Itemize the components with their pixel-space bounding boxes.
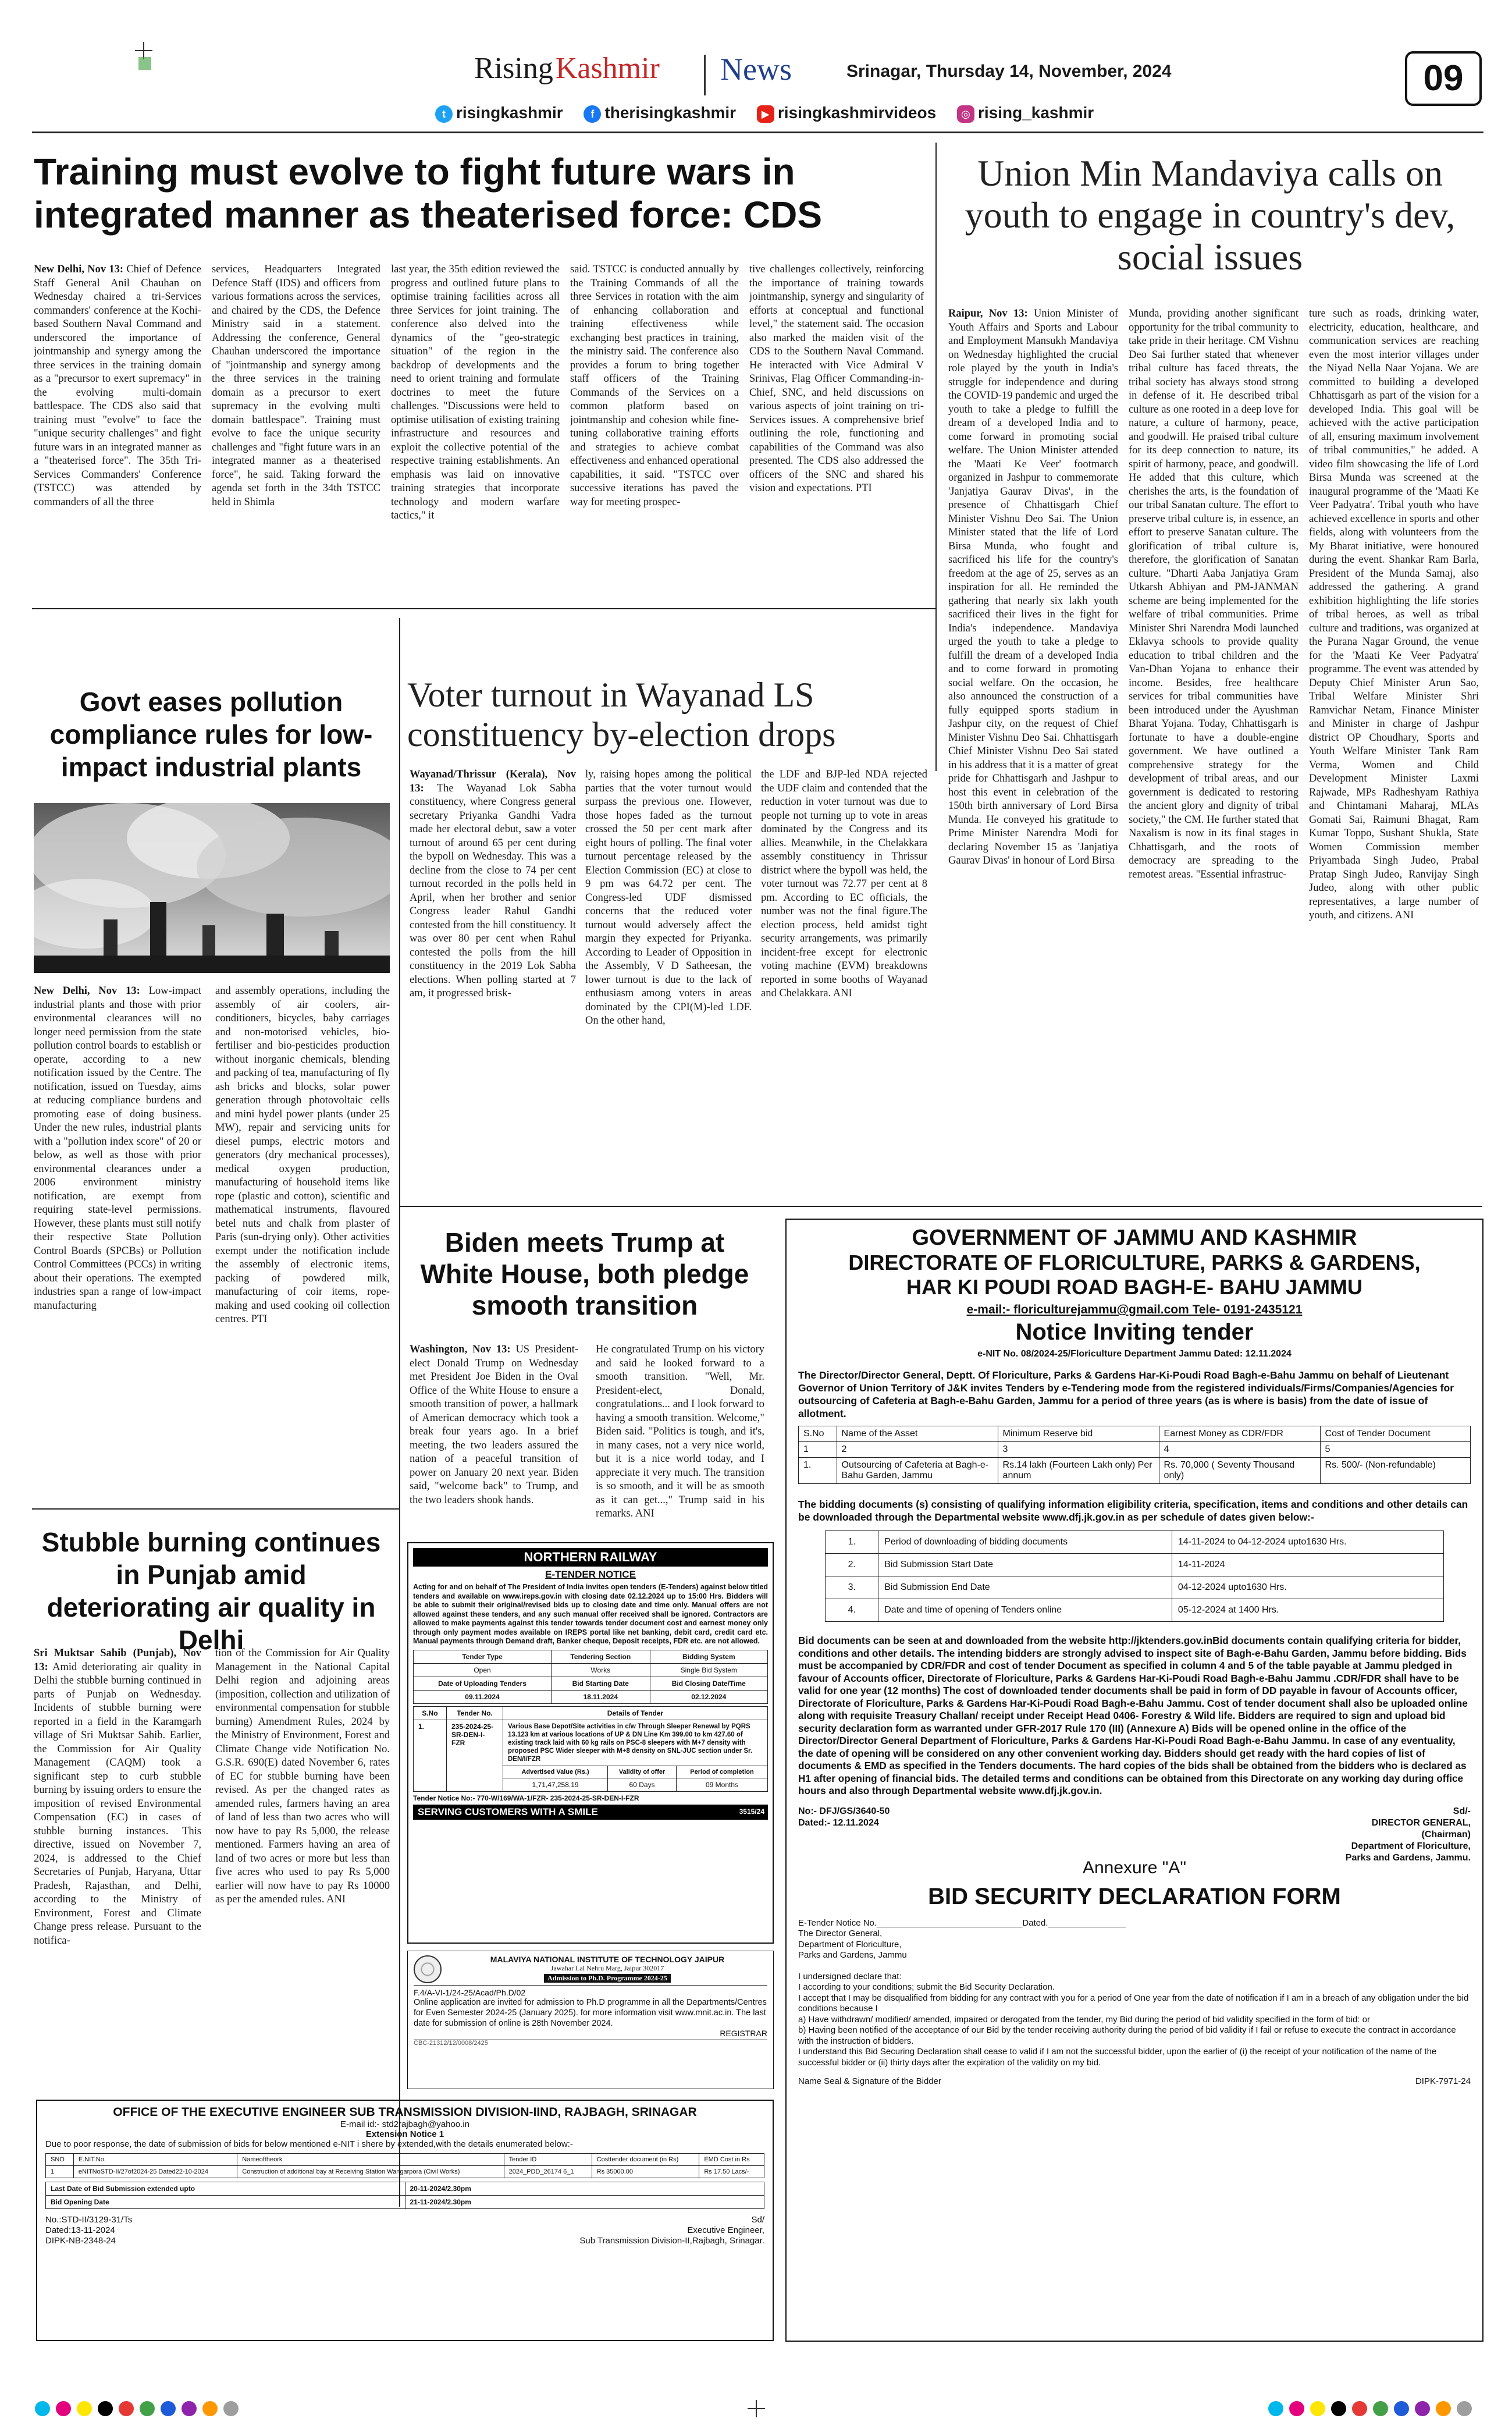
jk-bsd-line-3: Department of Floriculture, [798,1939,902,1949]
rly-v4: 09.11.2024 [414,1690,552,1703]
rly-h2: Tendering Section [552,1650,650,1663]
jk-nit: e-NIT No. 08/2024-25/Floriculture Department Jammu Dated: 12.11.2024 [977,1349,1292,1359]
exec-h5: Costtender document (in Rs) [592,2154,699,2166]
exec-email: E-mail id:- std2rajbagh@yahoo.in [340,2119,469,2129]
social-handle-instagram[interactable]: rising_kashmir [977,104,1094,122]
exec-c3: Construction of additional bay at Receiving Station Wangarpora (Civil Works) [237,2166,504,2178]
rly-sno: 1. [414,1720,447,1791]
wayanad-col-2 [585,768,752,1199]
rly-vv1: 1,71,47,258.19 [503,1778,608,1791]
exec-d1-value: 20-11-2024/2.30pm [405,2182,764,2196]
jk-annexure: Annexure "A" [1082,1858,1187,1877]
biden-headline: Biden meets Trump at White House, both pledge smooth transition [420,1227,749,1320]
registration-swatch [140,2401,155,2416]
biden-dateline: Washington, Nov 13: [410,1344,511,1355]
rly-vh3: Period of completion [677,1766,768,1778]
rly-h4: Date of Uploading Tenders [414,1677,552,1690]
jk-schedule-table [825,1530,1444,1622]
jk-s3-value: 04-12-2024 upto1630 Hrs. [1172,1576,1443,1599]
table-row [826,1576,1444,1599]
jk-s4-label: Date and time of opening of Tenders online [878,1599,1172,1622]
cds-col-2 [212,263,380,595]
jk-s1-value: 14-11-2024 to 04-12-2024 upto1630 Hrs. [1172,1531,1443,1554]
exec-c5: Rs 35000.00 [592,2166,699,2178]
registration-swatch [1394,2401,1409,2416]
jk-title-2: DIRECTORATE OF FLORICULTURE, PARKS & GARDENS, [848,1251,1421,1274]
stubble-top-rule [32,1508,400,1510]
mnit-logo-icon [414,1955,442,1983]
stubble-text-1: Amid deteriorating air quality in Delhi the stubble burning continued in parts of Punjab on Wednesday. Incidents of stubble burning were reported in a field in the Karamgarh village of Sri Muktsar Sahib. Earlier, the Commission for Air Quality Management (CAQM) took a significant step to curb stubble burning by issuing orders to ensure the imposition of revised Environmental Compensation (EC) in cases of stubble burning instances. This directive, issued on November 7, 2024, is addressed to the Chief Secretaries of Punjab, Haryana, Uttar Pradesh, Rajasthan, and Delhi, according to the Ministry of Environment, Forest and Climate Change press release. Pursuant to the notifica- [34,1661,201,1947]
railway-slogan-bar [413,1805,768,1820]
stubble-col-1 [34,1647,201,2083]
mandaviya-dateline: Raipur, Nov 13: [948,308,1028,319]
instagram-icon: ◎ [957,105,974,123]
wayanad-headline: Voter turnout in Wayanad LS constituency by-election drops [407,676,836,754]
mnit-signoff: REGISTRAR [720,2029,767,2038]
jk-t1-c3: Rs.14 lakh (Fourteen Lakh only) Per annum [998,1458,1159,1484]
color-bar-top [138,57,151,70]
exec-engineer-ad [36,2100,774,2341]
table-row [826,1554,1444,1576]
registration-swatch [161,2401,176,2416]
registration-swatch [35,2401,50,2416]
biden-text-1: US President-elect Donald Trump on Wednesday met President Joe Biden in the Oval Office of the White House to ensure a smooth transition of power, a hallmark of American democracy which took a break four years ago. In a brief meeting, the two leaders assured the nation of a peaceful transition of power on January 20 next year. Biden said, "welcome back" to Trump, and the two leaders shook hands. [410,1344,578,1506]
rly-h5: Bid Starting Date [552,1677,650,1690]
rly-h6: Bid Closing Date/Time [650,1677,767,1690]
rly-vh1: Advertised Value (Rs.) [503,1766,608,1778]
jk-t1-h5: Cost of Tender Document [1320,1426,1470,1442]
jk-bsd-title: BID SECURITY DECLARATION FORM [928,1883,1341,1909]
dateline-header: Srinagar, Thursday 14, November, 2024 [846,62,1172,81]
mandaviya-text-2: Munda, providing another significant opportunity for the tribal community to take pride in their heritage. CM Vishnu Deo Sai further stated that whenever tribal culture has faced threats, the tribal society has always stood strong in defense of it. He described tribal culture as one rooted in a deep love for nature, a culture of harmony, peace, and goodwill. He praised tribal culture for its deep connection to nature, its spirit of harmony, peace, and goodwill. He added that this culture, which cherishes the arts, is the foundation of our tribal Sanatan culture. The effort to preserve tribal culture is, in essence, an effort to preserve Sanatan culture. The glorification of tribal culture is, therefore, the glorification of Sanatan culture. "Dharti Aaba Janjatiya Gram Utkarsh Abhiyan and PM-JANMAN scheme are being implemented for the welfare of tribal communities. Prime Minister Shri Narendra Modi launched Eklavya schools to provide quality education to tribal children and the Van-Dhan Yojana to enhance their income. Besides, free healthcare services for tribal communities have been introduced under the Ayushman Bharat Yojana. Today, Chhattisgarh is fortunate to have a double-engine government. We have outlined a comprehensive strategy for the development of tribal areas, and our government is dedicated to restoring the ancient glory and dignity of tribal society," the CM. He further stated that Naxalism is now in its final stages in Chhattisgarh, and the roots of democracy are spreading to the remotest areas. "Essential infrastruc- [1129,308,1298,880]
registration-swatch [1289,2401,1304,2416]
jk-bsd-line-5 [798,1961,1471,1972]
mandaviya-text-1: Union Minister of Youth Affairs and Sports and Labour and Employment Mansukh Mandaviya on Wednesday highlighted the crucial role played by the youth in India's struggle for independence and during the COVID-19 pandemic and urged the youth to take a pledge to fulfill the dream of a developed India and to come forward in promoting social welfare. The Union Minister attended the 'Maati Ke Veer' footmarch organized in Jashpur to commemorate 'Janjatiya Gaurav Divas', in the presence of Chhattisgarh Chief Minister Vishnu Deo Sai. The Union Minister stated that the life of Lord Birsa Munda, who fought and sacrificed his life for the country's freedom at the age of 25, serves as an inspiration for all. He reminded the gathering that nearly six lakh youth sacrificed their lives in the fight for India's independence. Mandaviya urged the youth to take a pledge to fulfill the dream of a developed India and to come forward in promoting social welfare. On the occasion, he also announced the construction of a fully equipped sports stadium in Jashpur city, on the request of Chief Minister Vishnu Deo Sai. Chhattisgarh Chief Minister Vishnu Deo Sai stated in his address that it is a matter of great pride for Chhattisgarh and Jashpur to host this event in celebration of the 150th birth anniversary of Lord Birsa Munda. He conveyed his gratitude to Prime Minister Narendra Modi for declaring November 15 as 'Janjatiya Gaurav Divas' in honour of Lord Birsa [948,308,1118,867]
cds-text-2: services, Headquarters Integrated Defence Staff (IDS) and officers from various formations across the services, and chaired by the CDS, the Defence Ministry said in a statement. Addressing the conference, General Chauhan underscored the importance of "jointmanship and synergy among the three services in the training domain as a precursor to exert supremacy in the evolving multi domain battlespace". Training must evolve to face the unique security challenges and "fight future wars in an integrated manner as a theaterised force", he said. Taking forward the agenda set forth in the 34th TSTCC held in Shimla [212,264,380,508]
social-handle-youtube[interactable]: risingkashmirvideos [777,104,937,122]
jk-t1-h2: Name of the Asset [837,1426,998,1442]
rly-vv3: 09 Months [677,1778,768,1791]
page-number: 09 [1423,58,1464,98]
stubble-dateline: Sri Muktsar Sahib (Punjab), Nov 13: [34,1647,201,1673]
wayanad-text-3: the LDF and BJP-led NDA rejected the UDF claim and contended that the reduction in voter turnout was due to people not turning up to vote in areas dominated by the Congress and its allies. Meanwhile, in the Chelakkara assembly constituency in Thrissur district where the bypoll was held, the voter turnout was 72.77 per cent at 8 pm. According to EC officials, the number was not the final figure.The election process, held amidst tight security arrangements, was primarily incident-free except for electronic voting machine (EVM) breakdowns reported in some booths of Wayanad and Chelakkara. ANI [761,769,927,999]
exec-h2: E.NIT.No. [73,2154,237,2166]
cds-right-rule [935,143,937,771]
jk-contact: e-mail:- floriculturejammu@gmail.com Tele- 0191-2435121 [966,1303,1303,1316]
jk-s4-value: 05-12-2024 at 1400 Hrs. [1172,1599,1443,1622]
exec-ref-3: DIPK-NB-2348-24 [45,2236,116,2246]
jk-s1-label: Period of downloading of bidding documents [878,1531,1172,1554]
jk-t1-n3: 3 [998,1442,1159,1458]
jk-title-3: HAR KI POUDI ROAD BAGH-E- BAHU JAMMU [906,1275,1362,1299]
cds-text-4: said. TSTCC is conducted annually by the Training Commands of all the three Services in rotation with the aim of enhancing collaboration and training effectiveness while exchanging best practices in training, the ministry said. The conference also provides a forum to bring together staff officers of the Training Commands of the Services on a common platform based on jointmanship and cohesion while fine-tuning collaborative training efforts and strategies to achieve combat effectiveness and enhanced operational capabilities, it said. "TSTCC over successive iterations has paved the way for meeting prospec- [570,264,739,508]
mnit-title: MALAVIYA NATIONAL INSTITUTE OF TECHNOLOGY JAIPUR [490,1955,725,1964]
jk-t1-n4: 4 [1159,1442,1320,1458]
exec-c4: 2024_PDD_26174 6_1 [504,2166,592,2178]
registration-swatch [1373,2401,1388,2416]
masthead [474,51,660,104]
table-row [826,1599,1444,1622]
railway-subtitle: E-TENDER NOTICE [545,1569,636,1580]
social-bar [435,104,1094,123]
stubble-headline: Stubble burning continues in Punjab amid deteriorating air quality in Delhi [41,1527,381,1655]
railway-notice-no: Tender Notice No:- 770-W/169/WA-1/FZR- 235-2024-25-SR-DEN-I-FZR [413,1794,639,1802]
pollution-headline: Govt eases pollution compliance rules for low-impact industrial plants [49,687,373,782]
exec-d1-label: Last Date of Bid Submission extended upto [46,2182,405,2196]
registration-swatch [1331,2401,1346,2416]
exec-title: OFFICE OF THE EXECUTIVE ENGINEER SUB TRANSMISSION DIVISION-IIND, RAJBAGH, SRINAGAR [113,2105,697,2119]
rly-h3: Bidding System [650,1650,767,1663]
exec-table [45,2153,764,2178]
exec-h1: SNO [46,2154,74,2166]
jk-sign-1: Sd/- [1453,1806,1471,1816]
brand-rising: Rising [474,52,553,85]
wayanad-col-3 [761,768,927,1199]
biden-text-2: He congratulated Trump on his victory and said he looked forward to a smooth transition. "Well, Mr. President-elect, Donald, congratulations... and I look forward to having a smooth transition. Welcome," Biden said. "Politics is tough, and it's, in many cases, not a very nice world, but it is a nice world today, and I appreciate it very much. The transition is so smooth, and it will be as smooth as it can get...," Trump said in his remarks. ANI [596,1344,764,1519]
pollution-text-1: Low-impact industrial plants and those with prior environmental clearances will no longer need permission from the state pollution control boards to establish or operate, according to a new notification issued by the Centre. The notification, issued on Tuesday, aims at reducing compliance burdens and promoting ease of doing business. Under the new rules, industrial plants with a "pollution index score" of 20 or below, as well as those with prior environmental clearances under a 2006 environment ministry notification, are exempt from requiring state-level permissions. However, these plants must still notify their respective State Pollution Control Boards (SPCBs) or Pollution Control Committees (PCCs) in writing about their operations. The exempted industries span a range of low-impact manufacturing [34,985,201,1312]
registration-swatch [1310,2401,1325,2416]
rly-dh1: S.No [414,1706,447,1720]
registration-swatch [1268,2401,1283,2416]
exec-c1: 1 [46,2166,74,2178]
jk-t1-n1: 1 [799,1442,837,1458]
jk-s2-value: 14-11-2024 [1172,1554,1443,1576]
registration-swatch [1457,2401,1472,2416]
cds-headline: Training must evolve to fight future wars in integrated manner as theaterised force: CDS [34,151,823,236]
rly-details: Various Base Depot/Site activities in c/w Through Sleeper Renewal by PQRS 13.123 km at various locations of UP & DN Line Km 399.00 to km 427.60 of existing track laid with 60 kg rails on PSC-8 sleepers with M+7 density with proposed PSC Wider sleeper with M+8 density on SNL-JUC section under Sr. DEN/I/FZR [503,1720,768,1766]
wayanad-col-1 [410,768,576,1199]
mnit-ref: F.4/A-VI-1/24-25/Acad/Ph.D/02 [414,1988,526,1997]
table-row [46,2166,764,2178]
jk-s1-no: 1. [826,1531,878,1554]
rly-tender-no: 235-2024-25-SR-DEN-I-FZR [447,1720,503,1791]
rly-vh2: Validity of offer [608,1766,677,1778]
registration-swatch [1415,2401,1430,2416]
rly-v1: Open [414,1663,552,1677]
railway-table-2 [413,1706,768,1792]
railway-table-1 [413,1650,768,1704]
jk-notice-title: Notice Inviting tender [1015,1319,1254,1345]
exec-sign-2: Executive Engineer, [687,2225,764,2235]
exec-c2: eNITNoSTD-II/27of2024-25 Dated22-10-2024 [73,2166,237,2178]
registration-swatch [98,2401,113,2416]
mnit-body: Online application are invited for admission to Ph.D programme in all the Departments/Centres for Even Semester 2024-25 (January 2025). for more information visit www.mnit.ac.in. The last date for submission of online is 28th November 2024. [414,1998,767,2028]
jk-title-1: GOVERNMENT OF JAMMU AND KASHMIR [912,1226,1357,1250]
jk-t1-n5: 5 [1320,1442,1470,1458]
social-handle-twitter[interactable]: risingkashmir [456,104,563,122]
biden-col-1 [410,1343,578,1535]
pollution-col-1 [34,985,201,1491]
youtube-icon: ▶ [757,105,774,123]
jk-t1-n2: 2 [837,1442,998,1458]
jk-bsd-line-7: I according to your conditions; submit the Bid Security Declaration. [798,1982,1055,1992]
exec-sign-3: Sub Transmission Division-II,Rajbagh, Srinagar. [579,2236,764,2246]
cds-text-1: Chief of Defence Staff General Anil Chauhan on Wednesday chaired a tri-Services commanders' conference at the Kochi-based Southern Naval Command and underscored the importance of jointmanship and synergy among the three services in the training domain as a "precursor to exert supremacy" in the evolving multi-domain battlespace. The CDS also said that training must "evolve" to face the "unique security challenges" and fight future wars in an integrated manner as a "theaterised force". The 35th Tri-Services Commanders' Conference (TSTCC) was attended by commanders of all the three [34,264,201,508]
jk-sign-2: DIRECTOR GENERAL, [1371,1817,1471,1828]
registration-bar [35,2399,1478,2419]
exec-intro: Due to poor response, the date of submission of bids for below mentioned e-NIT i shere by extended,with the details enumerated below:- [45,2139,573,2149]
mandaviya-text-3: ture such as roads, drinking water, electricity, education, healthcare, and communication services are reaching even the most interior villages under the Niyad Nella Naar Yojana. We are committed to building a developed Chhattisgarh as part of the vision for a developed India. This goal will be achieved with the active participation of all, ensuring maximum involvement of tribal communities," he added. A video film showcasing the life of Lord Birsa Munda was screened at the inaugural programme of the 'Maati Ke Veer Padyatra'. Tribal youth who have achieved excellence in sports and other fields, along with volunteers from the My Bharat initiative, were honoured during the event. Shankar Ram Barla, President of the Munda Samaj, also addressed the gathering. A grand exhibition highlighting the life stories of tribal heroes, as well as tribal culture and traditions, was organized at the Purana Nagar Ground, the venue for the 'Maati Ke Veer Padyatra' programme. The event was attended by Deputy Chief Minister Arun Sao, Tribal Welfare Minister Shri Ramvichar Netam, Finance Minister and Minister in charge of Jashpur district OP Choudhary, Sports and Youth Welfare Minister Tank Ram Verma, Women and Child Development Minister Laxmi Rajwade, MPs Radheshyam Rathiya and Chintamani Maharaj, MLAs Gomati Sai, Raimuni Bhagat, Ram Kumar Toppo, Sushant Shukla, State Women Commission member Priyambada Singh Judeo, Prabal Pratap Singh Judeo, Ranvijay Singh Judeo, along with other public representatives, a large number of youth, and citizens. ANI [1309,308,1479,921]
registration-swatch [56,2401,71,2416]
railway-slogan: SERVING CUSTOMERS WITH A SMILE [418,1806,598,1817]
registration-swatch [119,2401,134,2416]
rly-h1: Tender Type [414,1650,552,1663]
jk-t1-c1: 1. [799,1458,837,1484]
stubble-text-2: tion of the Commission for Air Quality Management in the National Capital Delhi region and adjoining areas (imposition, collection and utilization of environmental compensation for stubble burning) Amendment Rules, 2024 by the Ministry of Environment, Forest and Climate Change vide Notification No. G.S.R. 690(E) dated November 6, rates of EC for stubble burning have been revised. As per the changed rates as amended rules, farmers having an area of land of less than two acres who will now have to pay Rs 5,000, the release mentioned. Farmers having an area of land of two acres or more but less than five acres who used to pay Rs 5,000 earlier will now have to pay Rs 10000 as per the amended rules. ANI [215,1647,390,1905]
jk-bsd-footer-left: Name Seal & Signature of the Bidder [798,2076,941,2086]
brand-kashmir: Kashmir [555,52,660,85]
table-row [799,1458,1471,1484]
cds-bottom-rule [32,608,935,609]
jk-t1-h3: Minimum Reserve bid [998,1426,1159,1442]
jk-bsd-line-1: E-Tender Notice No.______________________________Dated.________________ [798,1917,1126,1928]
exec-ref-2: Dated:13-11-2024 [45,2225,115,2235]
jk-bsd-line-4: Parks and Gardens, Jammu [798,1950,907,1960]
railway-body: Acting for and on behalf of The President of India invites open tenders (E-Tenders) against below titled tenders and available on www.ireps.gov.in with closing date 02.12.2024 up to 15:00 Hrs. Bidders will be able to submit their original/revised bids up to closing date and time only. Manual offers are not allowed against these tenders, and any such manual offer received shall be ignored. Contractors are allowed to make payments against this tender towards tender document cost and earnest money only through only payment modes available on IREPS portal like net banking, debit card, credit card etc. Manual payments through Demand draft, Banker cheque, Deposit receipts, FDR etc. are not allowed. [413,1583,768,1645]
jk-bsd-line-6: I undersigned declare that: [798,1971,902,1981]
jk-ref-2: Dated:- 12.11.2024 [798,1817,879,1828]
registration-swatches-right [1268,2401,1478,2416]
page-number-badge [1405,51,1482,106]
jk-para-2: The bidding documents (s) consisting of qualifying information eligibility criteria, specification, items and conditions and other details can be downloaded through the Departmental website www.dfj.jk.gov.in as per schedule of dates given below:- [798,1498,1468,1523]
jk-bsd-body [798,1918,1471,2069]
pollution-text-2: and assembly operations, including the assembly of air coolers, air-conditioners, bicycles, baby carriages and non-motorised vehicles, bio-fertiliser and bio-pesticides production without inorganic chemicals, blending and packing of tea, manufacturing of fly ash bricks and blocks, solar power generation through photovoltaic cells and mini hydel power plants (under 25 MW), repair and servicing units for diesel pumps, electric motors and generators (dry mechanical processes), medical oxygen production, manufacturing of household items like rope (plastic and cotton), scientific and mathematical instruments, flavoured betel nuts and chalk from plaster of Paris (sun-drying only). Other activities exempt under the notification include the assembly of electronic items, packing of powdered milk, manufacturing of coir items, rope-making and used cooking oil collection centres. PTI [215,985,390,1325]
exec-h3: Nameoftheork [237,2154,504,2166]
rly-vv2: 60 Days [608,1778,677,1791]
registration-swatch [202,2401,218,2416]
jk-sign-3: (Chairman) [1421,1829,1471,1839]
registration-swatch [77,2401,92,2416]
jk-ref-1: No:- DFJ/GS/3640-50 [798,1806,890,1816]
facebook-icon: f [584,105,601,123]
jk-s2-no: 2. [826,1554,878,1576]
table-row [826,1531,1444,1554]
exec-h6: EMD Cost in Rs [699,2154,764,2166]
jk-bsd-footer-right: DIPK-7971-24 [1415,2076,1471,2086]
jk-intro: The Director/Director General, Deptt. Of Floriculture, Parks & Gardens Har-Ki-Poudi Road Bagh-e-Bahu Jammu on behalf of Lieutenant Governor of Union Territory of J&K invites Tenders by e-Tendering mode from the registered individuals/Firms/Companies/Agencies for outsourcing of Cafeteria at Bagh-e-Bahu Garden, Jammu for a period of three years (as is where is basis) from the date of issue of allotment. [798,1369,1454,1419]
masthead-divider [704,55,706,95]
railway-title: NORTHERN RAILWAY [413,1548,768,1567]
registration-cross-icon [748,2400,765,2417]
jk-t1-c4: Rs. 70,000 ( Seventy Thousand only) [1159,1458,1320,1484]
jk-s3-label: Bid Submission End Date [878,1576,1172,1599]
chimney-smoke-illustration [34,803,390,973]
cds-col-4 [570,263,739,595]
twitter-icon: t [435,105,453,123]
registration-swatches-left [35,2401,244,2416]
cds-col-1 [34,263,201,595]
jk-bsd-line-10: b) Having been notified of the acceptance of our Bid by the tender receiving authority during the period of bid validity if I fail or refuse to execute the contract in accordance with the instruction of bidders. [798,2025,1456,2046]
mandaviya-headline: Union Min Mandaviya calls on youth to engage in country's dev, social issues [965,152,1456,278]
mnit-code: CBC-21312/12/0008/2425 [414,2039,767,2047]
wayanad-dateline: Wayanad/Thrissur (Kerala), Nov 13: [410,769,576,794]
cds-dateline: New Delhi, Nov 13: [34,264,124,275]
rly-dh2: Tender No. [447,1706,503,1720]
jk-s2-label: Bid Submission Start Date [878,1554,1172,1576]
mnit-ad [407,1951,774,2089]
registration-swatch [182,2401,197,2416]
jk-asset-table [798,1426,1471,1484]
railway-code: 3515/24 [739,1807,764,1816]
jk-bsd-line-8: I accept that I may be disqualified from bidding for any contract with you for a period of One year from the date of notification if I am in a breach of any obligation under the bid conditions because I [798,1993,1469,2013]
wayanad-text-1: The Wayanad Lok Sabha constituency, where Congress general secretary Priyanka Gandhi Vadra made her electoral debut, saw a voter turnout of around 65 per cent during the bypoll on Wednesday. This was a decline from the close to 74 per cent turnout recorded in the polls held in April, when her brother and senior Congress leader Rahul Gandhi contested from the hill constituency. It was over 80 per cent when Rahul contested the polls from the hill constituency in the 2019 Lok Sabha elections. When polling started at 7 am, it progressed brisk- [410,782,576,999]
section-title: News [720,52,792,87]
jk-bsd-line-2: The Director General, [798,1929,883,1938]
jk-para-3: Bid documents can be seen at and downloaded from the website http://jktenders.gov.inBid documents contain qualifying criteria for bidder, conditions and other details. The intending bidders are strongly advised to inspect site of Bagh-e-Bahu Garden, Jammu before bidding. Bids must be accompanied by CDR/FDR and cost of tender Document as specified in column 4 and 5 of the table payable at Jammu pledged in favour of Accounts officer, Directorate of Floriculture, Parks & Gardens Har-Ki-Poudi Road Bagh-e-Bahu Jammu .CDR/FDR shall have to be valid for one year (12 months) The cost of downloaded tender documents shall be paid in form of DD payable in favour of Accounts officer, Directorate of Floriculture, Parks & Gardens Har-Ki-Poudi Road Bagh-e-Bahu Jammu. Cost of tender document shall also be uploaded online along with requisite Treasury Challan/ receipt under Receipt Head 0406- Forestry & Wild life. Bidders are required to sign and upload bid security declaration form as warranted under GFR-2017 Rule 170 (III) (Annexure A) Bids will be opened online in the office of the Director/Director General Department of Floriculture, Parks & Gardens Har-Ki-Poudi Road Bagh-e-Bahu Jammu. In case of any eventuality, the date of opening will be considered on any other convenient working day. Bidders should get ready with the hard copies of list of documents & EMD as specified in the Tenders documents. The hard copies of the bids shall be obtained from the bidders who is declared as H1 after opening of financial bids. The detailed terms and conditions can be obtained from this Directorate on any working day during office hours and also through Departmental website www.dfj.jk.gov.in. [798,1635,1468,1796]
registration-swatch [1352,2401,1367,2416]
cds-text-3: last year, the 35th edition reviewed the progress and outlined future plans to optimise training facilities across all three Services for joint training. The conference also delved into the dynamics of the "geo-strategic situation" of the region in the backdrop of developments and the need to orient training and formulate doctrines to meet the future challenges. "Discussions were held to optimise utilisation of existing training infrastructure and resources and exploit the collective potential of the respective training establishments. An emphasis was laid on innovative training strategies that incorporate technology and modern warfare tactics," it [391,264,560,521]
jk-bsd-line-11: I understand this Bid Securing Declaration shall cease to valid if I am not the successful bidder, upon the earlier of (i) the receipt of your notification of the name of the successful bidder or (ii) thirty days after the expiration of the validity on my bid. [798,2047,1437,2068]
pollution-photo [34,803,390,973]
railway-ad [407,1542,774,1944]
biden-col-2 [596,1343,764,1535]
jk-floriculture-ad [785,1219,1483,2342]
stubble-col-2 [215,1647,390,2083]
jk-t1-h4: Earnest Money as CDR/FDR [1159,1426,1320,1442]
jk-s4-no: 4. [826,1599,878,1622]
exec-c6: Rs 17.50 Lacs/- [699,2166,764,2178]
mnit-subtitle: Admission to Ph.D. Programme 2024-25 [544,1974,671,1983]
cds-col-5 [749,263,924,595]
exec-ref-1: No.:STD-II/3129-31/Ts [45,2215,133,2225]
rly-dh3: Details of Tender [503,1706,768,1720]
pollution-col-2 [215,985,390,1491]
rly-v3: Single Bid System [650,1663,767,1677]
header-rule [32,132,1483,133]
exec-dates-table [45,2182,764,2209]
cds-col-3 [391,263,560,595]
rly-v5: 18.11.2024 [552,1690,650,1703]
registration-swatch [1436,2401,1451,2416]
cds-text-5: tive challenges collectively, reinforcing the importance of training towards jointmanship, synergy and singularity of efforts at conceptual and functional level," the statement said. The occasion also marked the maiden visit of the CDS to the Southern Naval Command. He interacted with Vice Admiral V Srinivas, Flag Officer Commanding-in-Chief, SNC, and held discussions on various aspects of joint training on tri-Services issues. A comprehensive brief outlining the role, functioning and capabilities of the Command was also presented. The CDS also addressed the officers of the SNC and shared his vision and expectations. PTI [749,264,924,494]
mnit-address: Jawahar Lal Nehru Marg, Jaipur 302017 [550,1964,664,1972]
jk-bsd-line-9: a) Have withdrawn/ modified/ amended, impaired or derogated from the tender, my Bid during the period of bid validity specified in the form of bid: or [798,2014,1371,2025]
rly-v6: 02.12.2024 [650,1690,767,1703]
rly-v2: Works [552,1663,650,1677]
social-handle-facebook[interactable]: therisingkashmir [604,104,737,122]
wayanad-bottom-rule [400,1206,1482,1207]
pollution-right-rule [399,618,400,2207]
exec-d2-value: 21-11-2024/2.30pm [405,2196,764,2209]
wayanad-text-2: ly, raising hopes among the political parties that the voter turnout would surpass the previous one. However, those hopes faded as the turnout crossed the 50 per cent mark after eight hours of polling. The final voter turnout percentage released by the Election Commission (EC) at close to 9 pm was 64.72 per cent. The Congress-led UDF dismissed concerns that the reduced voter turnout would adversely affect the margin they expected for Priyanka. According to Leader of Opposition in the Assembly, V D Satheesan, the lower turnout is due to the lack of enthusiasm among voters in areas dominated by the CPI(M)-led LDF. On the other hand, [585,769,752,1027]
jk-t1-c5: Rs. 500/- (Non-refundable) [1320,1458,1470,1484]
registration-swatch [223,2401,239,2416]
jk-t1-h1: S.No [799,1426,837,1442]
exec-subtitle: Extension Notice 1 [365,2129,444,2139]
jk-t1-c2: Outsourcing of Cafeteria at Bagh-e-Bahu Garden, Jammu [837,1458,998,1484]
jk-sign-4: Department of Floriculture, [1351,1841,1471,1851]
pollution-dateline: New Delhi, Nov 13: [34,985,140,997]
jk-sign-5: Parks and Gardens, Jammu. [1345,1852,1471,1863]
exec-d2-label: Bid Opening Date [46,2196,405,2209]
exec-sign-1: Sd/ [751,2215,764,2225]
jk-s3-no: 3. [826,1576,878,1599]
exec-h4: Tender ID [504,2154,592,2166]
